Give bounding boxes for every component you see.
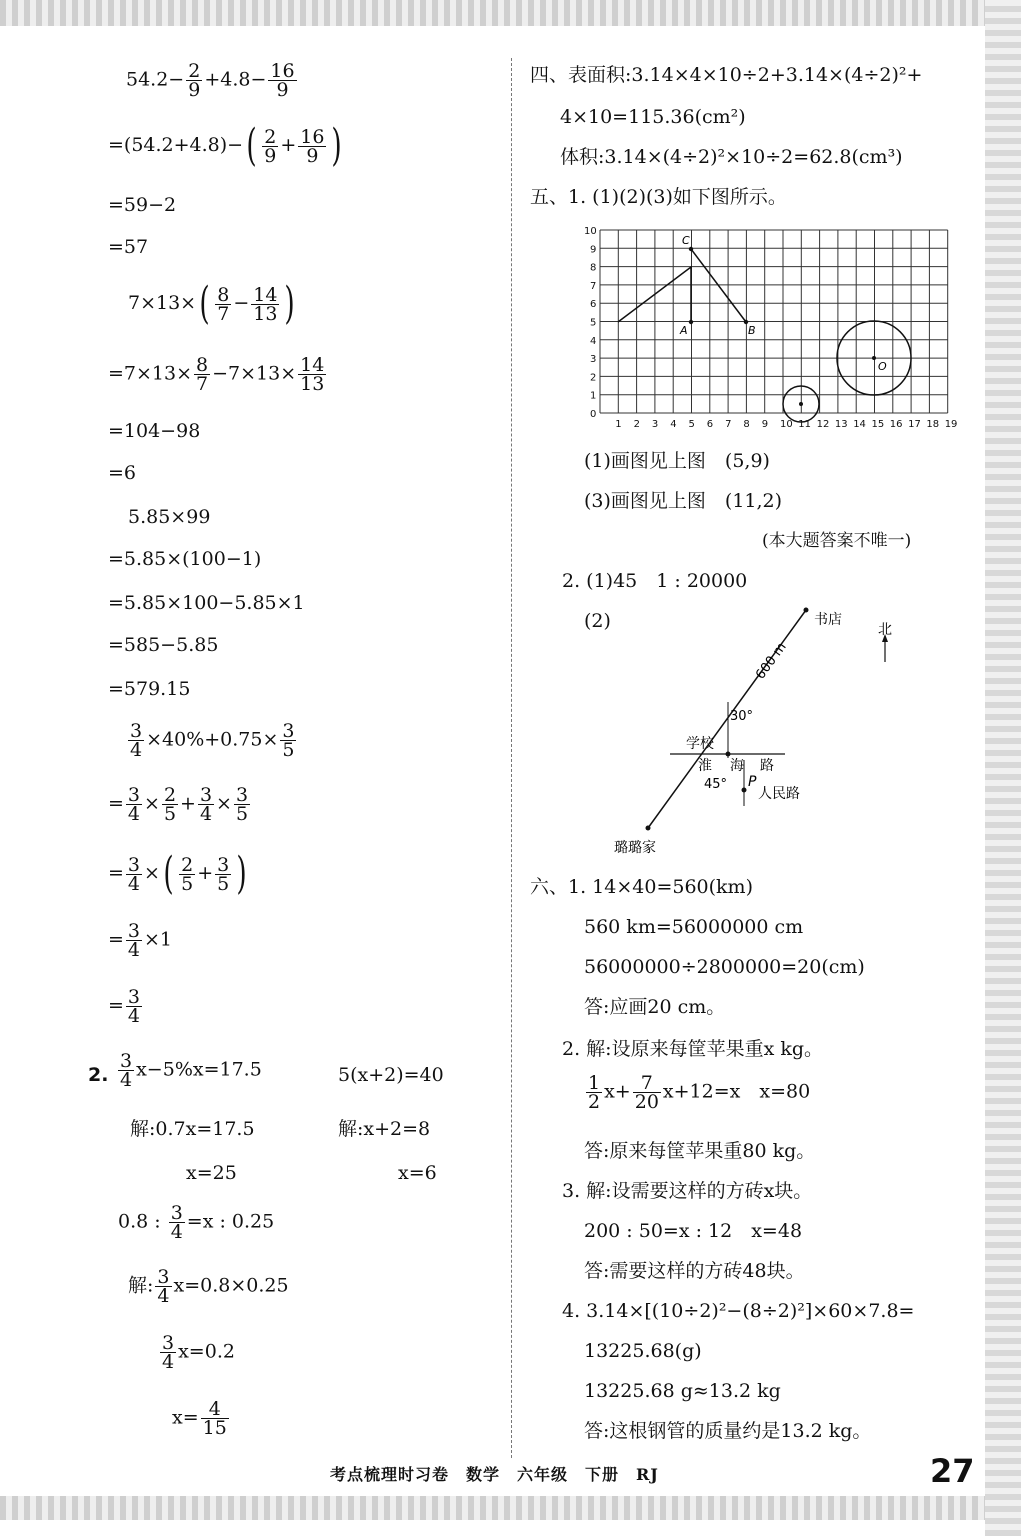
column-divider <box>511 58 512 1458</box>
label-a: A <box>680 324 688 337</box>
point-c <box>689 247 693 251</box>
s4-line2: 4×10=115.36(cm²) <box>560 106 746 128</box>
point-p <box>742 788 747 793</box>
x-tick-label: 6 <box>706 419 714 430</box>
right-border <box>985 0 1021 1536</box>
fraction: $\frac{4}{15}$ <box>202 1398 227 1439</box>
fraction: $\frac{3}{5}$ <box>217 853 230 895</box>
s6-line1: 六、1. 14×40=560(km) <box>530 876 753 898</box>
grid-x-ticks <box>615 419 957 430</box>
x-tick-label: 1 <box>615 419 622 430</box>
small-circle-center <box>799 402 803 406</box>
bookstore-point <box>804 608 809 613</box>
x-tick-label: 18 <box>926 419 940 430</box>
q2-sol-right: 解:x+2=8 <box>338 1118 431 1140</box>
q2-ans-right: x=6 <box>398 1162 437 1184</box>
x-tick-label: 15 <box>871 419 885 430</box>
eq-4: =57 <box>108 236 149 258</box>
page-number: 27 <box>930 1452 975 1490</box>
fraction: $\frac{3}{4}$ <box>127 853 141 895</box>
large-circle-center <box>872 356 876 360</box>
rotated-segment <box>691 249 746 322</box>
q2-eq-right: 5(x+2)=40 <box>338 1064 444 1086</box>
s4-line3: 体积:3.14×(4÷2)²×10÷2=62.8(cm³) <box>560 146 903 168</box>
s5-q2: 2. (1)45 1 : 20000 <box>562 570 748 592</box>
x-tick-label: 19 <box>944 419 958 430</box>
fraction: $\frac{3}{4}$ <box>199 784 213 825</box>
road-lu: 路 <box>760 758 774 774</box>
eq-6: =7×13× $\frac{8}{7}$ −7×13× $\frac{14}{13}$ <box>108 354 325 395</box>
label-b: B <box>748 324 756 337</box>
y-tick-label: 0 <box>590 409 597 420</box>
fraction: $\frac{3}{4}$ <box>162 1332 175 1373</box>
fraction: $\frac{3}{4}$ <box>130 720 143 761</box>
eq-9: 5.85×99 <box>128 506 211 528</box>
eq-8: =6 <box>108 462 137 484</box>
eq-17: = $\frac{3}{4}$ ×1 <box>108 920 173 961</box>
s6-line2: 560 km=56000000 cm <box>584 916 804 938</box>
road-hai: 海 <box>730 758 744 774</box>
fraction: $\frac{8}{7}$ <box>217 283 230 325</box>
x-tick-label: 12 <box>816 419 830 430</box>
north-label: 北 <box>878 622 892 638</box>
s5-note: (本大题答案不唯一) <box>762 531 912 551</box>
s5-title: 五、1. (1)(2)(3)如下图所示。 <box>530 186 787 208</box>
x-tick-label: 4 <box>670 419 677 430</box>
bookstore-label: 书店 <box>814 612 842 628</box>
s6-answer1: 答:应画20 cm。 <box>584 996 726 1018</box>
point-p-label: P <box>748 774 757 790</box>
grid-lines <box>600 230 948 413</box>
point-a <box>689 320 693 324</box>
q3-answer: x= $\frac{4}{15}$ <box>172 1398 227 1439</box>
fraction: $\frac{3}{4}$ <box>127 784 141 825</box>
school-point <box>726 752 731 757</box>
eq-14: $\frac{3}{4}$ ×40%+0.75× $\frac{3}{5}$ <box>130 720 295 761</box>
y-tick-label: 5 <box>590 317 597 329</box>
bottom-border <box>0 1496 1021 1520</box>
fraction: $\frac{3}{4}$ <box>157 1266 170 1307</box>
fraction: $\frac{14}{13}$ <box>300 354 325 395</box>
x-tick-label: 7 <box>725 419 732 430</box>
eq-12: =585−5.85 <box>108 634 219 656</box>
eq-3: =59−2 <box>108 194 177 216</box>
renmin-road-label: 人民路 <box>758 786 800 802</box>
q3-eq: 0.8 : $\frac{3}{4}$ =x : 0.25 <box>118 1202 275 1243</box>
s4-line1: 四、表面积:3.14×4×10÷2+3.14×(4÷2)²+ <box>530 64 923 86</box>
x-tick-label: 13 <box>834 419 848 430</box>
q2-eq-left: $\frac{3}{4}$ x−5%x=17.5 <box>120 1050 262 1091</box>
home-label: 璐璐家 <box>614 840 656 856</box>
q2-sol-left: 解:0.7x=17.5 <box>130 1118 255 1140</box>
s6-q3: 3. 解:设需要这样的方砖x块。 <box>562 1180 813 1202</box>
top-border <box>0 0 1021 26</box>
eq-15: = $\frac{3}{4}$ × $\frac{2}{5}$ + $\frac{3}{4}$ × $\frac{3}{5}$ <box>108 784 249 825</box>
x-tick-label: 2 <box>633 419 640 430</box>
x-tick-label: 5 <box>688 419 695 430</box>
s6-line3: 56000000÷2800000=20(cm) <box>584 956 865 978</box>
y-tick-label: 6 <box>590 299 597 311</box>
x-tick-label: 8 <box>743 419 750 430</box>
x-tick-label: 9 <box>761 419 769 430</box>
y-tick-label: 3 <box>590 354 597 366</box>
s6-q4-line3: 13225.68 g≈13.2 kg <box>584 1380 781 1402</box>
distance-label: 600 m <box>753 639 790 683</box>
x-tick-label: 14 <box>853 419 866 430</box>
school-label: 学校 <box>686 736 714 752</box>
s6-q4: 4. 3.14×[(10÷2)²−(8÷2)²]×60×7.8= <box>562 1300 915 1322</box>
angle-45: 45° <box>704 777 728 792</box>
fraction: $\frac{16}{9}$ <box>270 60 295 101</box>
y-tick-label: 9 <box>590 244 597 256</box>
fraction: $\frac{8}{7}$ <box>196 354 209 395</box>
y-tick-label: 10 <box>584 226 597 237</box>
fraction: $\frac{3}{4}$ <box>170 1202 183 1243</box>
s6-q2: 2. 解:设原来每筐苹果重x kg。 <box>562 1038 824 1060</box>
s5-q2-part2: (2) <box>584 610 611 632</box>
angle-30: 30° <box>730 709 754 724</box>
s5-answer-3: (3)画图见上图 (11,2) <box>584 490 783 512</box>
q3-step: $\frac{3}{4}$ x=0.2 <box>162 1332 235 1373</box>
eq-5: 7×13×( $\frac{8}{7}$ − $\frac{14}{13}$ ) <box>128 278 296 329</box>
fraction: $\frac{3}{5}$ <box>282 720 295 761</box>
eq-16: = $\frac{3}{4}$ ×( $\frac{2}{5}$ + $\frac{3}{5}$ ) <box>108 848 247 899</box>
fraction: $\frac{1}{2}$ <box>588 1072 601 1113</box>
s6-q4-answer: 答:这根钢管的质量约是13.2 kg。 <box>584 1420 872 1442</box>
fraction: $\frac{3}{4}$ <box>127 986 141 1027</box>
eq-11: =5.85×100−5.85×1 <box>108 592 305 614</box>
fraction: $\frac{3}{4}$ <box>127 920 141 961</box>
footer: 考点梳理时习卷 数学 六年级 下册 RJ <box>330 1465 659 1484</box>
fraction: $\frac{2}{5}$ <box>181 853 194 895</box>
x-tick-label: 17 <box>908 419 921 430</box>
fraction: $\frac{14}{13}$ <box>253 283 278 325</box>
fraction: $\frac{7}{20}$ <box>634 1072 659 1113</box>
coordinate-grid <box>580 222 960 432</box>
fraction: $\frac{16}{9}$ <box>300 125 325 167</box>
label-o: O <box>878 360 887 373</box>
eq-7: =104−98 <box>108 420 201 442</box>
fraction: $\frac{2}{9}$ <box>188 60 201 101</box>
eq-1: 54.2− $\frac{2}{9}$ +4.8− $\frac{16}{9}$ <box>126 60 295 101</box>
y-tick-label: 4 <box>590 335 597 347</box>
fraction: $\frac{2}{9}$ <box>264 125 277 167</box>
q3-sol: 解: $\frac{3}{4}$ x=0.8×0.25 <box>128 1266 289 1307</box>
grid-y-ticks <box>584 226 597 420</box>
eq-18: = $\frac{3}{4}$ <box>108 986 141 1027</box>
s5-answer-1: (1)画图见上图 (5,9) <box>584 450 770 472</box>
s6-q2-answer: 答:原来每筐苹果重80 kg。 <box>584 1140 816 1162</box>
y-tick-label: 8 <box>590 262 597 274</box>
fraction: $\frac{3}{4}$ <box>120 1050 133 1091</box>
eq-13: =579.15 <box>108 678 191 700</box>
eq-10: =5.85×(100−1) <box>108 548 262 570</box>
s6-q3-answer: 答:需要这样的方砖48块。 <box>584 1260 805 1282</box>
s6-q3-eq: 200 : 50=x : 12 x=48 <box>584 1220 803 1242</box>
question-2-number: 2. <box>88 1064 109 1086</box>
x-tick-label: 3 <box>651 419 659 430</box>
y-tick-label: 7 <box>590 280 597 292</box>
fraction: $\frac{3}{5}$ <box>235 784 249 825</box>
label-c: C <box>682 234 690 247</box>
q2-ans-left: x=25 <box>186 1162 237 1184</box>
fraction: $\frac{2}{5}$ <box>163 784 177 825</box>
y-tick-label: 2 <box>590 372 597 384</box>
map-diagram <box>600 600 920 860</box>
s6-q4-line2: 13225.68(g) <box>584 1340 702 1362</box>
s6-q2-eq: $\frac{1}{2}$ x+ $\frac{7}{20}$ x+12=x x=80 <box>588 1072 811 1113</box>
road-huai: 淮 <box>698 758 712 774</box>
eq-2: =(54.2+4.8)−( $\frac{2}{9}$ + $\frac{16}{9}$ ) <box>108 120 343 171</box>
x-tick-label: 11 <box>798 419 812 430</box>
home-point <box>646 826 651 831</box>
x-tick-label: 16 <box>889 419 903 430</box>
x-tick-label: 10 <box>780 419 793 430</box>
y-tick-label: 1 <box>590 390 597 402</box>
